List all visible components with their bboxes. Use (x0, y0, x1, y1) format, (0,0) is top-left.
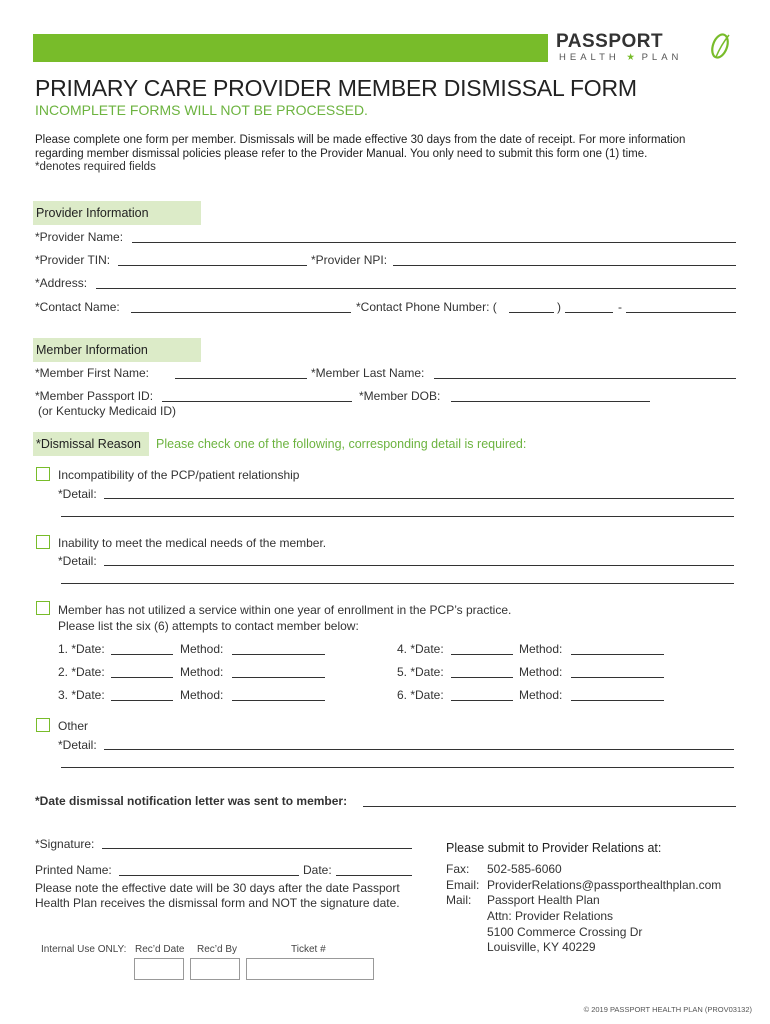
reason-no-service-label: Member has not utilized a service within one year of enrollment in the PCP’s practice. (58, 603, 512, 617)
reason1-detail-field[interactable] (104, 498, 734, 499)
effective-date-note: Please note the effective date will be 30 days after the date Passport Health Plan receives the dismissal form and NOT the signature date. (35, 881, 400, 910)
notification-date-label: *Date dismissal notification letter was sent to member: (35, 794, 348, 808)
attempt4-method-label: Method: (519, 642, 563, 656)
attempt5-date-field[interactable] (451, 677, 513, 678)
reason1-detail-label: *Detail: (58, 487, 97, 501)
email-value[interactable]: ProviderRelations@passporthealthplan.com (487, 878, 722, 892)
member-last-name-label: *Member Last Name: (311, 366, 425, 380)
printed-name-field[interactable] (119, 875, 299, 876)
provider-info-heading: Provider Information (33, 201, 201, 225)
reason2-detail-field[interactable] (104, 565, 734, 566)
member-dob-label: *Member DOB: (359, 389, 441, 403)
copyright-footer: © 2019 PASSPORT HEALTH PLAN (PROV03132) (583, 1005, 752, 1014)
recd-date-label: Rec’d Date (135, 944, 185, 955)
reason-medical-needs-checkbox[interactable] (36, 535, 50, 549)
attempt5-method-label: Method: (519, 665, 563, 679)
reason-no-service-checkbox[interactable] (36, 601, 50, 615)
attempt6-method-label: Method: (519, 688, 563, 702)
member-dob-field[interactable] (451, 401, 650, 402)
intro-paragraph: Please complete one form per member. Dismissals will be made effective 30 days from the date of receipt. For more information regarding member dismissal policies please refer to the Provider Manual. You only need to submit this form one (1) time. (35, 134, 686, 160)
dismissal-instruction: Please check one of the following, corresponding detail is required: (156, 437, 527, 451)
reason1-detail-field-line2[interactable] (61, 516, 734, 517)
signature-date-field[interactable] (336, 875, 412, 876)
attempt1-method-field[interactable] (232, 654, 325, 655)
star-icon: ★ (626, 52, 635, 63)
attempt5-date-label: 5. *Date: (397, 665, 444, 679)
attempt6-date-label: 6. *Date: (397, 688, 444, 702)
notification-date-field[interactable] (363, 806, 736, 807)
reason4-detail-label: *Detail: (58, 738, 97, 752)
logo-tagline (559, 52, 682, 63)
member-info-heading: Member Information (33, 338, 201, 362)
mail-line-1: Passport Health Plan (487, 893, 600, 907)
provider-npi-field[interactable] (393, 265, 736, 266)
reason-other-label: Other (58, 719, 89, 733)
phone-prefix-field[interactable] (565, 312, 613, 313)
recd-by-label: Rec’d By (197, 944, 238, 955)
signature-field[interactable] (102, 848, 412, 849)
attempt4-date-label: 4. *Date: (397, 642, 444, 656)
logo-tagline-plan: PLAN (641, 52, 683, 63)
provider-tin-field[interactable] (118, 265, 307, 266)
attempt2-method-field[interactable] (232, 677, 325, 678)
signature-date-label: Date: (303, 863, 332, 877)
header-green-bar (33, 34, 548, 62)
recd-date-box[interactable] (134, 958, 184, 980)
member-passport-id-field[interactable] (162, 401, 352, 402)
reason2-detail-label: *Detail: (58, 554, 97, 568)
dismissal-reason-heading: *Dismissal Reason (33, 432, 149, 456)
contact-phone-label: *Contact Phone Number: ( (356, 300, 497, 314)
address-field[interactable] (96, 288, 736, 289)
mail-line-3: 5100 Commerce Crossing Dr (487, 925, 643, 939)
attempt1-date-field[interactable] (111, 654, 173, 655)
form-subtitle: INCOMPLETE FORMS WILL NOT BE PROCESSED. (35, 102, 368, 118)
provider-name-label: *Provider Name: (35, 230, 124, 244)
reason-other-checkbox[interactable] (36, 718, 50, 732)
printed-name-label: Printed Name: (35, 863, 112, 877)
phone-area-code-field[interactable] (509, 312, 554, 313)
contact-name-field[interactable] (131, 312, 351, 313)
contact-attempts-instruction: Please list the six (6) attempts to contact member below: (58, 619, 359, 633)
reason2-detail-field-line2[interactable] (61, 583, 734, 584)
member-first-name-field[interactable] (175, 378, 307, 379)
attempt2-date-field[interactable] (111, 677, 173, 678)
internal-use-label: Internal Use ONLY: (41, 944, 127, 955)
phone-line-field[interactable] (626, 312, 736, 313)
attempt6-method-field[interactable] (571, 700, 664, 701)
logo-wordmark: PASSPORT (556, 31, 664, 52)
recd-by-box[interactable] (190, 958, 240, 980)
attempt6-date-field[interactable] (451, 700, 513, 701)
attempt3-date-field[interactable] (111, 700, 173, 701)
address-label: *Address: (35, 276, 88, 290)
attempt2-method-label: Method: (180, 665, 224, 679)
reason-incompatibility-checkbox[interactable] (36, 467, 50, 481)
attempt1-date-label: 1. *Date: (58, 642, 105, 656)
attempt1-method-label: Method: (180, 642, 224, 656)
passport-health-plan-logo (556, 30, 741, 64)
ticket-label: Ticket # (291, 944, 326, 955)
mail-line-2: Attn: Provider Relations (487, 909, 614, 923)
mail-line-4: Louisville, KY 40229 (487, 940, 596, 954)
phone-dash: - (618, 300, 622, 314)
ticket-box[interactable] (246, 958, 374, 980)
form-title: PRIMARY CARE PROVIDER MEMBER DISMISSAL FORM (35, 75, 637, 101)
provider-name-field[interactable] (132, 242, 736, 243)
provider-tin-label: *Provider TIN: (35, 253, 111, 267)
leaf-icon (707, 31, 737, 61)
reason4-detail-field[interactable] (104, 749, 734, 750)
member-passport-id-label: *Member Passport ID: (35, 389, 154, 403)
signature-label: *Signature: (35, 837, 95, 851)
attempt5-method-field[interactable] (571, 677, 664, 678)
reason-incompatibility-label: Incompatibility of the PCP/patient relationship (58, 468, 300, 482)
fax-label: Fax: (446, 862, 470, 876)
contact-name-label: *Contact Name: (35, 300, 120, 314)
fax-value: 502-585-6060 (487, 862, 562, 876)
required-fields-note: *denotes required fields (35, 161, 156, 173)
logo-tagline-health: HEALTH (559, 52, 620, 63)
member-first-name-label: *Member First Name: (35, 366, 150, 380)
attempt2-date-label: 2. *Date: (58, 665, 105, 679)
attempt3-method-field[interactable] (232, 700, 325, 701)
attempt3-method-label: Method: (180, 688, 224, 702)
kentucky-medicaid-note: (or Kentucky Medicaid ID) (38, 404, 177, 418)
email-label: Email: (446, 878, 480, 892)
attempt3-date-label: 3. *Date: (58, 688, 105, 702)
attempt4-date-field[interactable] (451, 654, 513, 655)
reason4-detail-field-line2[interactable] (61, 767, 734, 768)
member-last-name-field[interactable] (434, 378, 736, 379)
submit-heading: Please submit to Provider Relations at: (446, 841, 662, 855)
attempt4-method-field[interactable] (571, 654, 664, 655)
provider-npi-label: *Provider NPI: (311, 253, 388, 267)
phone-close-paren: ) (557, 300, 561, 314)
reason-medical-needs-label: Inability to meet the medical needs of the member. (58, 536, 327, 550)
mail-label: Mail: (446, 893, 472, 907)
